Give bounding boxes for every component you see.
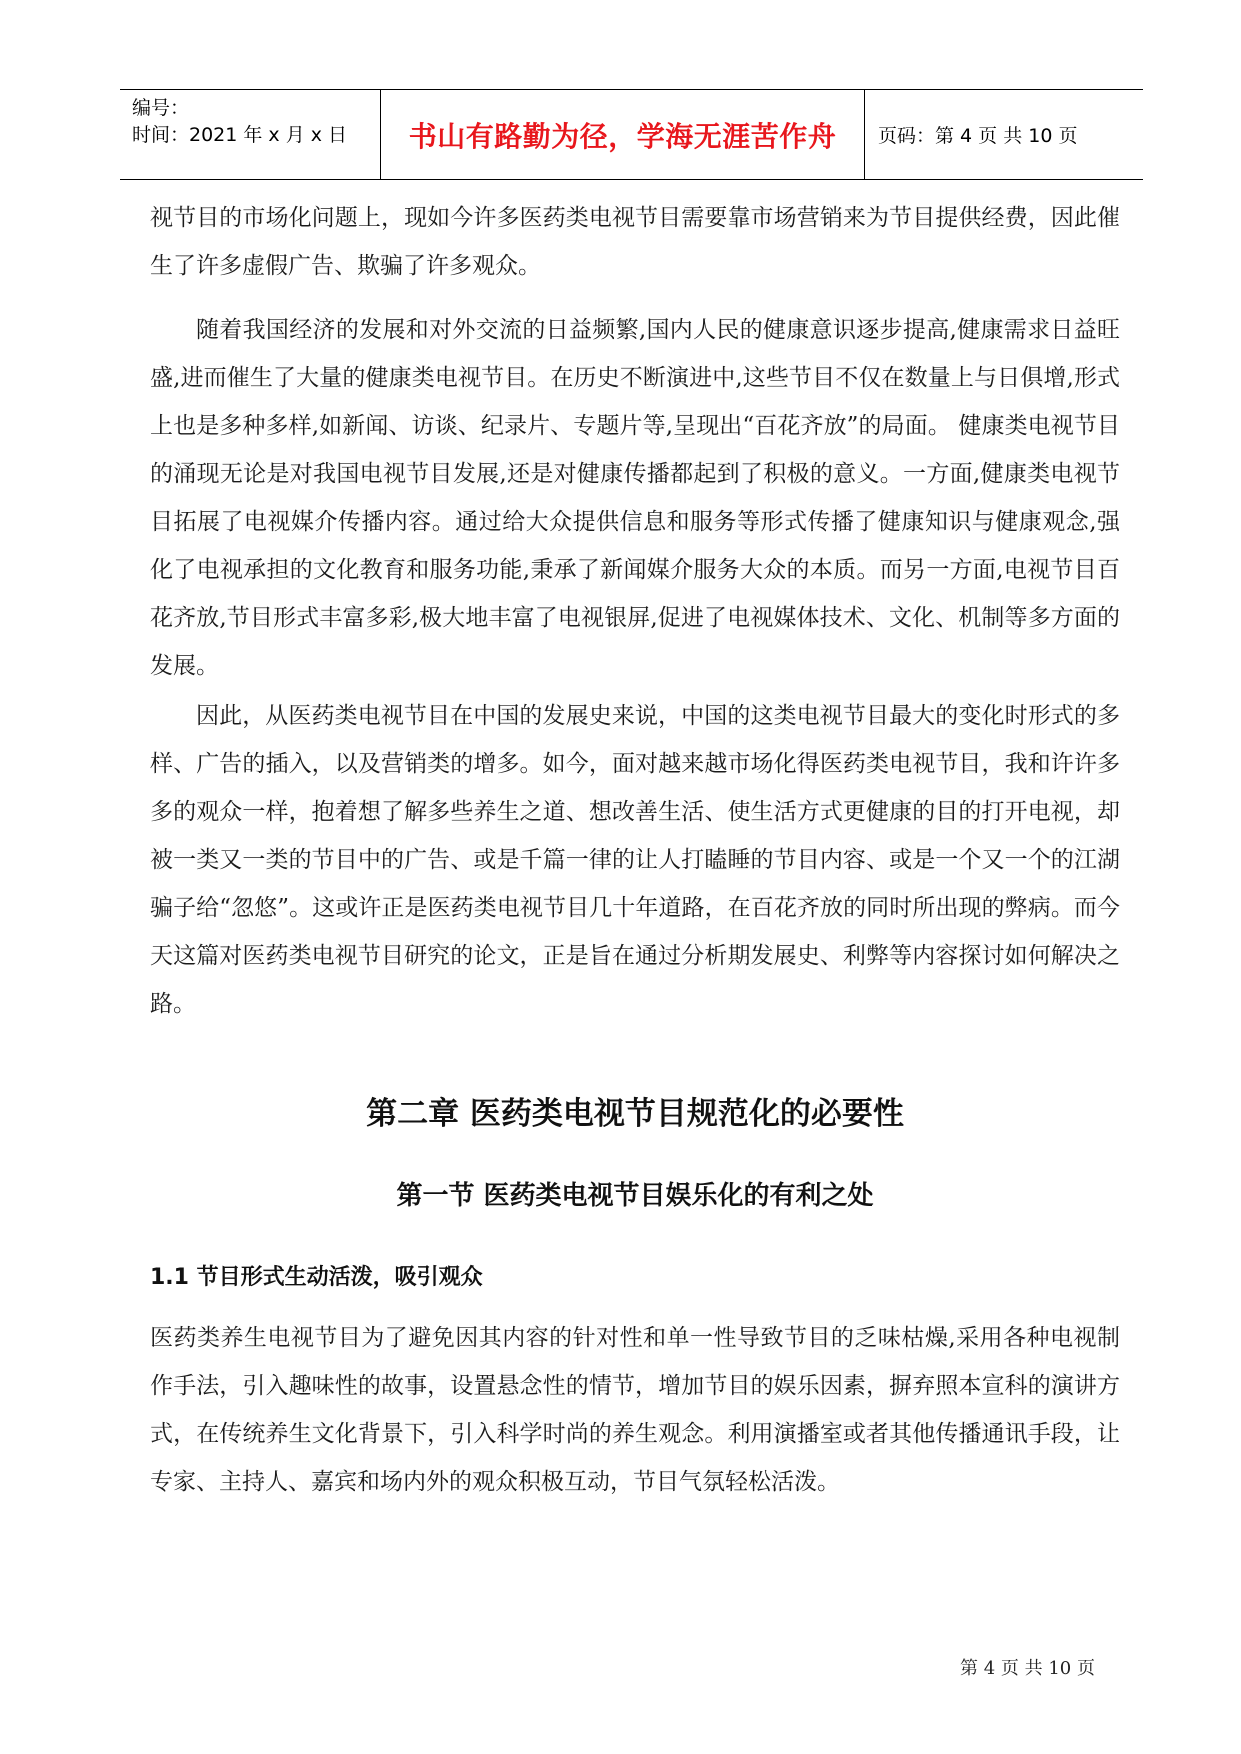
header-time-label: 时间：2021 年 x 月 x 日 bbox=[132, 124, 348, 146]
header-motto: 书山有路勤为径，学海无涯苦作舟 bbox=[408, 119, 837, 153]
page-footer: 第 4 页 共 10 页 bbox=[960, 1658, 1095, 1679]
header-meta-cell bbox=[120, 90, 381, 179]
section-title: 第一节 医药类电视节目娱乐化的有利之处 bbox=[396, 1181, 874, 1211]
header-number-label: 编号： bbox=[132, 97, 190, 119]
page-header bbox=[120, 89, 1143, 180]
header-motto-cell bbox=[381, 90, 865, 179]
paragraph-health-programs: 随着我国经济的发展和对外交流的日益频繁,国内人民的健康意识逐步提高,健康需求日益旺盛,进而催生了大量的健康类电视节目。在历史不断演进中,这些节目不仅在数量上与日俱增,形式上也是多种多样,如新闻、访谈、纪录片、专题片等,呈现出“百花齐放”的局面。 健康类电视节目的涌现无论是对我国电视节目发展,还是对健康传播都起到了积极的意义。一方面,健康类电视节目拓展了电视媒介传播内容。通过给大众提供信息和服务等形式传播了健康知识与健康观念,强化了电视承担的文化教育和服务功能,秉承了新闻媒介服务大众的本质。而另一方面,电视节目百花齐放,节目形式丰富多彩,极大地丰富了电视银屏,促进了电视媒体技术、文化、机制等多方面的发展。 bbox=[150, 317, 1120, 679]
header-page-label: 页码：第 4 页 共 10 页 bbox=[878, 125, 1078, 147]
paragraph-continued: 视节目的市场化问题上，现如今许多医药类电视节目需要靠市场营销来为节目提供经费，因此催生了许多虚假广告、欺骗了许多观众。 bbox=[150, 205, 1120, 279]
header-page-cell bbox=[865, 90, 1143, 179]
chapter-title: 第二章 医药类电视节目规范化的必要性 bbox=[366, 1096, 904, 1132]
paragraph-conclusion: 因此，从医药类电视节目在中国的发展史来说，中国的这类电视节目最大的变化时形式的多样、广告的插入，以及营销类的增多。如今，面对越来越市场化得医药类电视节目，我和许许多多的观众一样，抱着想了解多些养生之道、想改善生活、使生活方式更健康的目的打开电视，却被一类又一类的节目中的广告、或是千篇一律的让人打瞌睡的节目内容、或是一个又一个的江湖骗子给“忽悠”。这或许正是医药类电视节目几十年道路，在百花齐放的同时所出现的弊病。而今天这篇对医药类电视节目研究的论文，正是旨在通过分析期发展史、利弊等内容探讨如何解决之路。 bbox=[150, 703, 1120, 1017]
subsection-paragraph: 医药类养生电视节目为了避免因其内容的针对性和单一性导致节目的乏味枯燥,采用各种电视制作手法，引入趣味性的故事，设置悬念性的情节，增加节目的娱乐因素，摒弃照本宣科的演讲方式，在传统养生文化背景下，引入科学时尚的养生观念。利用演播室或者其他传播通讯手段，让专家、主持人、嘉宾和场内外的观众积极互动，节目气氛轻松活泼。 bbox=[150, 1325, 1120, 1495]
subsection-title: 1.1 节目形式生动活泼，吸引观众 bbox=[150, 1265, 483, 1290]
